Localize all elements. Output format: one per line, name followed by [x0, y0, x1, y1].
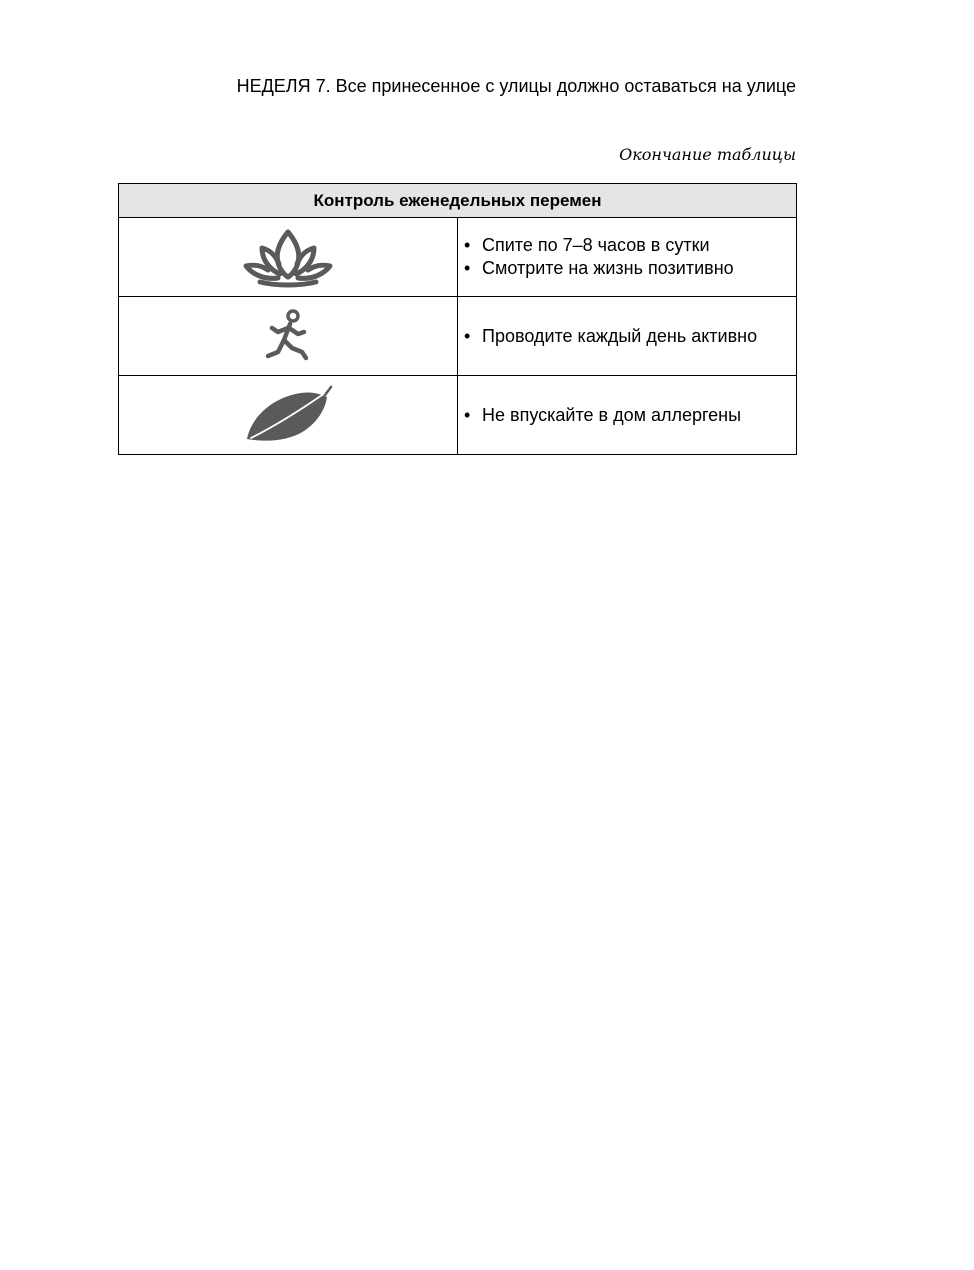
- tips-cell: [458, 297, 797, 376]
- tips-list: [458, 234, 796, 280]
- list-item: • Проводите каждый день активно: [464, 325, 796, 348]
- tips-cell: [458, 376, 797, 455]
- table-row: [119, 376, 797, 455]
- lotus-icon: [240, 226, 336, 288]
- table-caption: Окончание таблицы: [619, 145, 796, 164]
- tips-list: [458, 325, 796, 348]
- leaf-icon: [241, 383, 335, 447]
- list-item: • Спите по 7–8 часов в сутки: [464, 234, 796, 257]
- list-item: • Не впускайте в дом аллергены: [464, 404, 796, 427]
- icon-cell: [119, 376, 458, 455]
- icon-cell: [119, 297, 458, 376]
- table-header-row: [119, 184, 797, 218]
- tips-list: [458, 404, 796, 427]
- list-item: • Смотрите на жизнь позитивно: [464, 257, 796, 280]
- icon-cell: [119, 218, 458, 297]
- running-header: НЕДЕЛЯ 7. Все принесенное с улицы должно оставаться на улице: [236, 76, 796, 96]
- tips-cell: [458, 218, 797, 297]
- table-row: [119, 218, 797, 297]
- table-row: [119, 297, 797, 376]
- weekly-changes-table: [118, 183, 797, 455]
- runner-icon: [258, 306, 318, 366]
- table-title: Контроль еженедельных перемен: [119, 184, 797, 218]
